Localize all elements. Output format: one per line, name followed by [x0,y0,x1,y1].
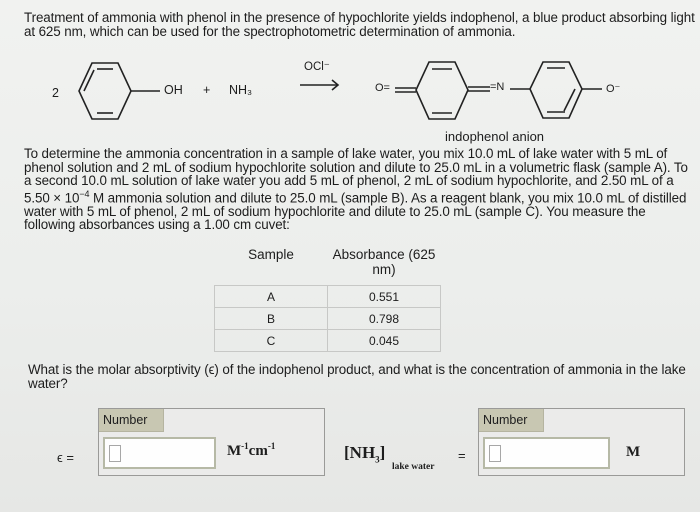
reaction-scheme [40,52,680,147]
concentration-unit: M [626,444,641,460]
plus-sign: + [203,83,211,97]
question-text: What is the molar absorptivity (ϵ) of the indophenol product, and what is the concentration of ammonia in the lake water? [28,362,686,391]
concentration-exponent: −4 [79,188,90,199]
epsilon-unit: $M^{-1}cm^{-1}$ [227,441,276,459]
intro-paragraph: Treatment of ammonia with phenol in the presence of hypochlorite yields indophenol, a blue product absorbing light at 625 nm, which can be used for the spectrophotometric determination of ammonia. [24,10,695,39]
hypochlorite-label: OCl⁻ [304,61,330,73]
product-label: indophenol anion [445,129,545,144]
problem-text-2: M ammonia solution and dilute to 25.0 mL (sample B). As a reagent blank, you mix 10.0 mL of distilled water with 5 mL of phenol, 2 mL of sodium hypochlorite and dilute to 25.0 mL (sample C). You measure the following absorbances using a 1.00 cm cuvet: [24,190,687,233]
oxide-label: O⁻ [606,83,621,95]
concentration-input[interactable] [489,445,501,462]
ammonia-bracket-label: $[NH_3]$ [344,443,386,465]
table-row [215,330,441,352]
imine-label: =N [490,81,505,93]
concentration-field [483,437,610,469]
absorbance-table [214,244,441,352]
equals-sign: = [458,448,466,463]
table-row [215,308,441,330]
col-header-absorbance: Absorbance (625 nm) [332,247,436,277]
epsilon-number-label: Number [99,409,164,432]
stoich-coefficient: 2 [52,86,59,100]
carbonyl-label: O= [375,82,390,94]
absorbance-cell: 0.045 [328,330,441,352]
epsilon-input[interactable] [109,445,121,462]
structure-drawing [40,52,680,147]
epsilon-answer-box [98,408,325,476]
phenol-ring [79,63,131,119]
epsilon-field [103,437,216,469]
concentration-answer-box [478,408,685,476]
absorbance-cell: 0.551 [328,286,441,308]
epsilon-symbol: ϵ = [57,450,74,465]
sample-cell: B [215,308,328,330]
sample-cell: A [215,286,328,308]
col-header-sample: Sample [248,247,294,262]
ammonia-label: NH₃ [229,83,253,97]
lake-water-subscript: lake water [392,462,435,472]
hydroxyl-label: OH [164,83,183,97]
problem-text-1: To determine the ammonia concentration in a sample of lake water, you mix 10.0 mL of lake water with 5 mL of phenol solution and 2 mL of sodium hypochlorite solution and dilute to 25.0 mL in a volumetric flask (sample A). To a second 10.0 mL solution of lake water you add 5 mL of phenol, 2 mL of sodium hypochlorite, and 2.50 mL of a 5.50 × 10 [24,146,688,206]
sample-cell: C [215,330,328,352]
absorbance-cell: 0.798 [328,308,441,330]
table-row [215,286,441,308]
problem-paragraph [24,147,696,232]
concentration-number-label: Number [479,409,544,432]
quinone-ring [416,62,468,119]
